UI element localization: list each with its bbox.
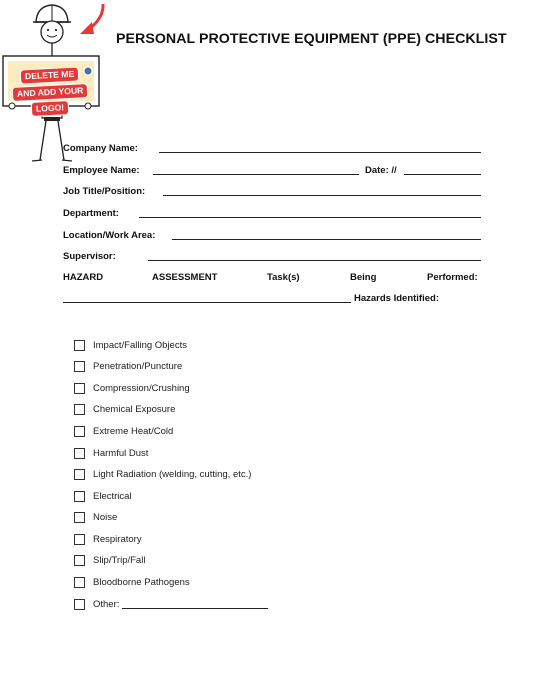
checkbox[interactable] (74, 448, 85, 459)
job-title-field[interactable] (163, 195, 481, 196)
date-label: Date: // (365, 165, 397, 176)
checkbox[interactable] (74, 534, 85, 545)
supervisor-field[interactable] (148, 260, 481, 261)
checkbox[interactable] (74, 599, 85, 610)
checklist-item[interactable]: Bloodborne Pathogens (74, 574, 190, 590)
checklist-item[interactable]: Chemical Exposure (74, 401, 175, 417)
supervisor-label: Supervisor: (63, 251, 116, 262)
other-field[interactable] (122, 599, 268, 609)
assessment-word: ASSESSMENT (152, 272, 218, 283)
checklist-item[interactable]: Compression/Crushing (74, 380, 190, 396)
department-label: Department: (63, 208, 119, 219)
checkbox[interactable] (74, 469, 85, 480)
checklist-item[interactable]: Impact/Falling Objects (74, 337, 187, 353)
checkbox[interactable] (74, 426, 85, 437)
checklist-item-other[interactable]: Other: (74, 596, 268, 612)
checklist-item[interactable]: Electrical (74, 488, 132, 504)
checkbox[interactable] (74, 383, 85, 394)
checkbox[interactable] (74, 577, 85, 588)
checklist-item[interactable]: Noise (74, 509, 117, 525)
hazard-word: HAZARD (63, 272, 104, 283)
company-name-label: Company Name: (63, 143, 138, 154)
department-field[interactable] (139, 217, 481, 218)
checklist-item[interactable]: Respiratory (74, 531, 142, 547)
page-title: PERSONAL PROTECTIVE EQUIPMENT (PPE) CHECKLIST (116, 31, 507, 47)
performed-word: Performed: (427, 272, 478, 283)
checkbox[interactable] (74, 491, 85, 502)
company-name-field[interactable] (159, 152, 481, 153)
location-label: Location/Work Area: (63, 230, 156, 241)
checkbox[interactable] (74, 404, 85, 415)
employee-name-field[interactable] (153, 174, 359, 175)
checklist-item[interactable]: Penetration/Puncture (74, 358, 182, 374)
logo-line-2: AND ADD YOUR (13, 84, 88, 100)
being-word: Being (350, 272, 377, 283)
checklist-item[interactable]: Light Radiation (welding, cutting, etc.) (74, 466, 251, 482)
location-field[interactable] (172, 239, 481, 240)
checkbox[interactable] (74, 512, 85, 523)
logo-line-1: DELETE ME (21, 68, 79, 84)
date-field[interactable] (404, 174, 481, 175)
logo-placeholder-text (10, 66, 90, 116)
job-title-label: Job Title/Position: (63, 186, 146, 197)
checkbox[interactable] (74, 340, 85, 351)
logo-line-3: LOGO! (32, 101, 69, 115)
hazards-identified-label: Hazards Identified: (354, 293, 439, 304)
tasks-performed-field[interactable] (63, 302, 351, 303)
checklist-item[interactable]: Extreme Heat/Cold (74, 423, 173, 439)
checklist-item[interactable]: Slip/Trip/Fall (74, 552, 145, 568)
employee-name-label: Employee Name: (63, 165, 140, 176)
checkbox[interactable] (74, 361, 85, 372)
checkbox[interactable] (74, 555, 85, 566)
checklist-item[interactable]: Harmful Dust (74, 445, 148, 461)
tasks-word: Task(s) (267, 272, 300, 283)
